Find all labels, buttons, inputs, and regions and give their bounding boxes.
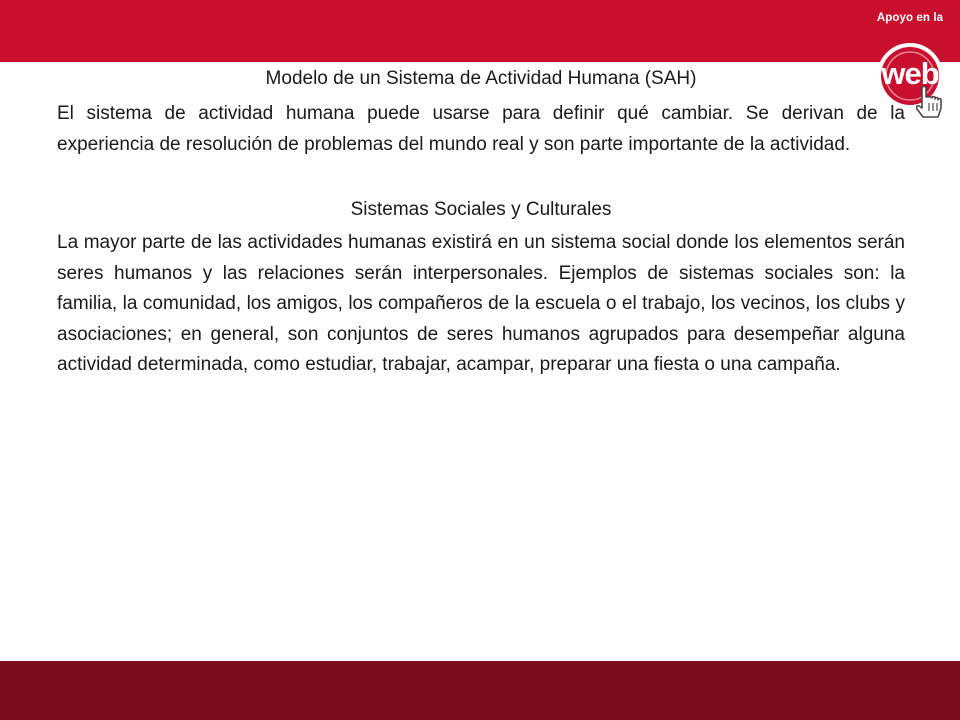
section1-title: Modelo de un Sistema de Actividad Humana (SAH) bbox=[265, 68, 697, 89]
logo-caption: Apoyo en la bbox=[876, 12, 944, 24]
section2-title: Sistemas Sociales y Culturales bbox=[350, 199, 612, 220]
top-banner bbox=[0, 0, 960, 62]
slide-content bbox=[57, 64, 905, 381]
section2-body: La mayor parte de las actividades humanas existirá en un sistema social donde los elementos serán seres humanos y las relaciones serán interpersonales. Ejemplos de sistemas sociales son: la familia, la comunidad, los amigos, los compañeros de la escuela o el trabajo, los vecinos, los clubs y asociaciones; en general, son conjuntos de seres humanos agrupados para desempeñar alguna actividad determinada, como estudiar, trabajar, acampar, preparar una fiesta o una campaña. bbox=[57, 232, 905, 375]
logo-word: web bbox=[881, 56, 939, 91]
section1-body: El sistema de actividad humana puede usarse para definir qué cambiar. Se derivan de la experiencia de resolución de problemas del mundo real y son parte importante de la actividad. bbox=[57, 103, 905, 155]
bottom-banner bbox=[0, 661, 960, 720]
